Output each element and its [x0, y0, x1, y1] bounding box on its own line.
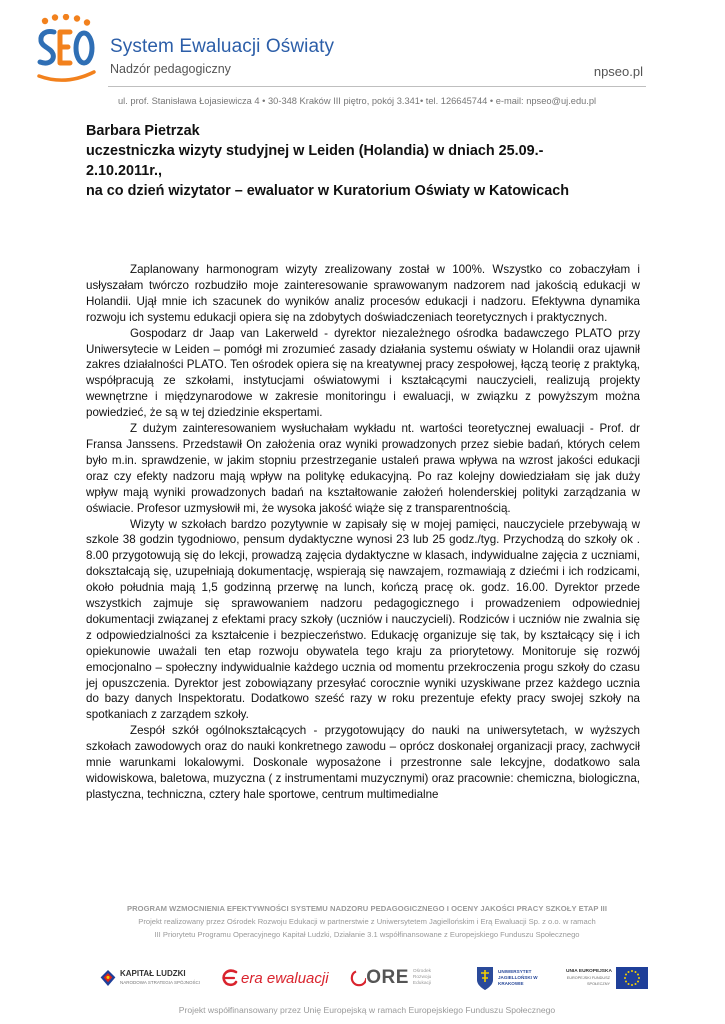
- footer-project-line: Projekt realizowany przez Ośrodek Rozwoju Edukacji w partnerstwie z Uniwersytetem Jagiellońskim i Erą Ewaluacji Sp. z o.o. w ramach: [138, 917, 596, 926]
- eu-flag-icon: [616, 967, 648, 989]
- footer-program: PROGRAM WZMOCNIENIA EFEKTYWNOŚCI SYSTEMU NADZORU PEDAGOGICZNEGO I OCENY JAKOŚCI PRACY SZKOŁY ETAP III: [127, 904, 607, 913]
- kapital-ludzki-logo: [100, 960, 200, 996]
- heading-line-4: na co dzień wizytator – ewaluator w Kuratorium Oświaty w Katowicach: [86, 183, 569, 199]
- ore-logo: [350, 960, 440, 996]
- footer-logos: [100, 960, 648, 996]
- seo-logo: [36, 14, 96, 86]
- era-text: era ewaluacji: [241, 969, 329, 987]
- document-heading: [86, 121, 646, 201]
- footer-priority-line: III Priorytetu Programu Operacyjnego Kapitał Ludzki, Działanie 3.1 współfinansowane z Europejskiego Funduszu Społecznego: [154, 930, 580, 939]
- heading-line-3: 2.10.2011r.,: [86, 163, 163, 179]
- uj-logo: [476, 960, 566, 996]
- brand-url[interactable]: npseo.pl: [593, 64, 643, 79]
- brand-title: System Ewaluacji Oświaty: [110, 36, 335, 57]
- paragraph: Zaplanowany harmonogram wizyty zrealizowany został w 100%. Wszystko co zobaczyłam i usłyszałam twórczo rozbudziło moje zainteresowanie sprawowanym nadzorem nad jakością edukacji w Holandii. Ujął mnie ich szacunek do wyników analiz procesów edukacji i nadzoru. Efektywna dynamika rozwoju ich systemu edukacji opiera się na zdobytych doświadczeniach teoretycznych i praktycznych.: [86, 263, 640, 324]
- paragraph: Z dużym zainteresowaniem wysłuchałam wykładu nt. wartości teoretycznej ewaluacji - Prof. dr Fransa Janssens. Przedstawił On założenia oraz wyniki prowadzonych przez siebie badań, których celem było m.in. sprawdzenie, w jakim stopniu przestrzeganie ustaleń prawa wpływa na wzrost jakości edukacji oraz czy efekty nadzoru mają wpływ na politykę edukacyjną. Po raz kolejny dowiedziałam się jak duży wpływ mają wyniki prowadzonych badań na kształtowanie założeń holenderskiej polityki zarządzania w oświacie. Profesor uzmysłowił mi, że wysoka jakość wiąże się z transparentnością.: [86, 422, 640, 515]
- heading-author: Barbara Pietrzak: [86, 123, 200, 139]
- kl-title: KAPITAŁ LUDZKI: [119, 969, 186, 978]
- ore-side-text: Ośrodek Rozwoju Edukacji: [412, 969, 432, 986]
- era-ewaluacji-logo: [220, 960, 330, 996]
- kl-subtitle: NARODOWA STRATEGIA SPÓJNOŚCI: [119, 980, 200, 985]
- ore-circle-icon: [350, 967, 366, 989]
- paragraph: Zespół szkół ogólnokształcących - przygotowujący do nauki na uniwersytetach, w wyższych szkołach zawodowych oraz do nauki konkretnego zawodu – oprócz doskonałej organizacji pracy, zachwycił mnie warunkami lokalowymi. Doskonale wyposażone i przestronne sale lekcyjne, dodatkowo sala widowiskowa, baletowa, muzyczna ( z instrumentami muzycznymi) oraz pracownie: chemiczna, biologiczna, plastyczna, techniczna, cztery hale sportowe, centrum multimedialne: [86, 724, 640, 801]
- eu-title: UNIA EUROPEJSKA: [566, 969, 612, 974]
- ore-text: ORE: [366, 967, 409, 988]
- heading-line-2: uczestniczka wizyty studyjnej w Leiden (Holandia) w dniach 25.09.-: [86, 143, 544, 159]
- kapital-ludzki-icon: [100, 964, 116, 992]
- paragraph: Gospodarz dr Jaap van Lakerweld - dyrektor niezależnego ośrodka badawczego PLATO przy Uniwersytecie w Leiden – pomógł mi zrozumieć zasady działania systemu oświaty w Holandii oraz ujawnił zakres działalności PLATO. Ten ośrodek opiera się na kreatywnej pracy zespołowej, łączą teorię z praktyką, współpracują ze szkołami, instytucjami oświatowymi i kształcącymi nauczycieli, realizują projekty wewnętrzne i międzynarodowe w zakresie monitoringu i ewaluacji, w związku z powyższym można powiedzieć, że są w tej dziedzinie ekspertami.: [86, 326, 640, 420]
- uj-crest-icon: [476, 965, 494, 991]
- eu-subtitle: EUROPEJSKI FUNDUSZ SPOŁECZNY: [566, 976, 610, 986]
- eu-logo: [566, 960, 648, 996]
- brand-subtitle: Nadzór pedagogiczny: [110, 62, 231, 76]
- uj-text: UNIWERSYTET JAGIELLOŃSKI W KRAKOWIE: [498, 969, 538, 986]
- paragraph: Wizyty w szkołach bardzo pozytywnie w zapisały się w mojej pamięci, nauczyciele przebywają w szkole 38 godzin tygodniowo, pensum dydaktyczne wynosi 23 lub 25 godz./tyg. Przychodzą do szkoły ok . 8.00 przygotowują się do lekcji, prowadzą zajęcia dydaktyczne w klasach, indywidualne zajęcia z uczniami, dokształcają się, uzupełniają dokumentację, wspierają się nawzajem, rozmawiają z dziećmi i ich rodzicami, około południa mają 1,5 godzinną przerwę na lunch, kończą pracę ok. godz. 16.00. Dyrektor przede wszystkich zajmuje się sprawowaniem nadzoru pedagogicznego i prowadzeniem odpowiedniej dokumentacji związanej z efektami pracy szkoły (uczniów i nauczycieli). Rodziców i uczniów nie zwalnia się z odpowiedzialności za kształcenie i bezpieczeństwo. Edukację organizuje się tak, by kształcący się i ich opiekunowie uważali ten etap rozwoju obywatela tego kraju za priorytetowy. Monitoruje się rozwój emocjonalno – społeczny indywidualnie każdego ucznia od momentu przekroczenia progu szkoły do czasu jej opuszczenia. Dyrektor jest zobowiązany przesyłać corocznie wyniki uzyskiwane przez każdego ucznia do bazy danych Inspektoratu. Dodatkowo sześć razy w roku prezentuje efekty pracy swojej szkoły na spotkaniach z zarządem szkoły.: [86, 517, 640, 722]
- footer-cofinanced: Projekt współfinansowany przez Unię Europejską w ramach Europejskiego Funduszu Społecznego: [178, 1005, 556, 1015]
- era-swirl-icon: [220, 966, 240, 990]
- address-line: ul. prof. Stanisława Łojasiewicza 4 • 30-348 Kraków III piętro, pokój 3.341• tel. 126645744 • e-mail: npseo@uj.edu.pl: [118, 96, 597, 106]
- document-body: [86, 262, 640, 803]
- header-divider: [108, 86, 646, 87]
